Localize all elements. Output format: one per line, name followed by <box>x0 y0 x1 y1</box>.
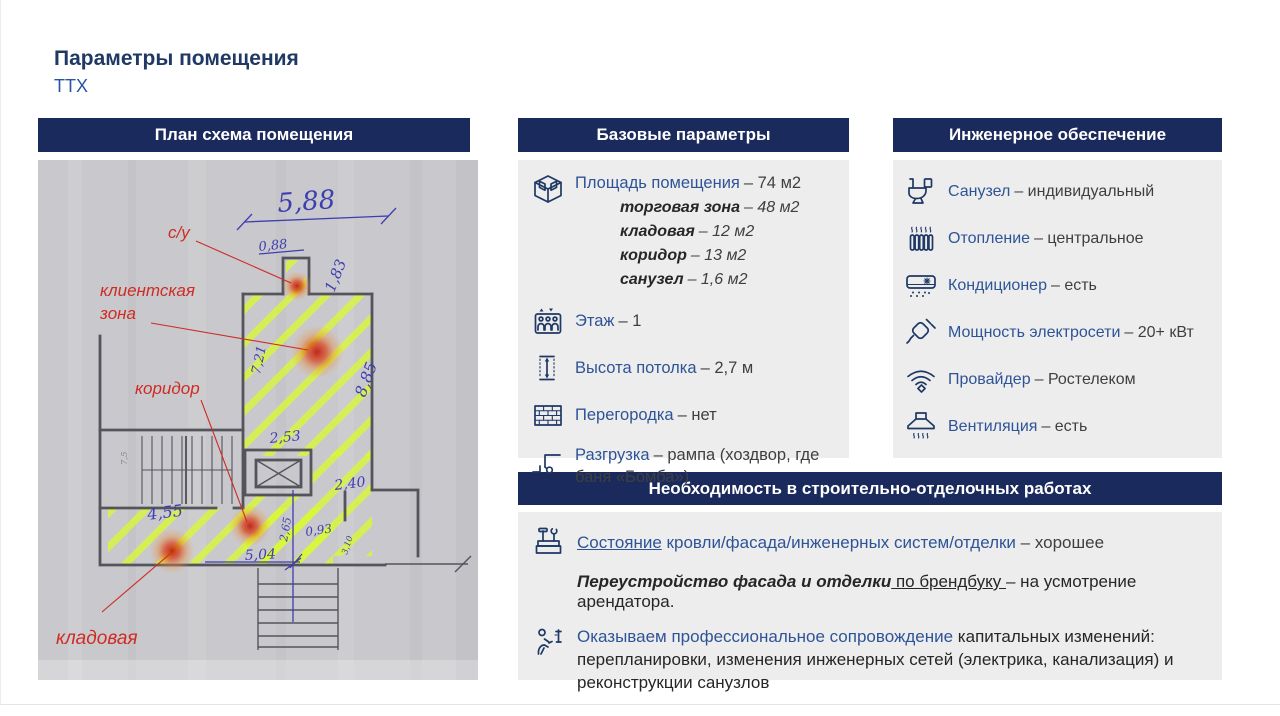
dim-total-width: 5,88 <box>276 185 337 219</box>
dim-niche-width: 2,40 <box>333 474 367 494</box>
toilet-icon <box>903 174 939 210</box>
area-sub-item: торговая зона – 48 м2 <box>620 199 800 216</box>
ceiling-height-value: – 2,7 м <box>700 359 754 377</box>
partition-label: Перегородка <box>575 406 674 424</box>
power-plug-icon <box>903 315 939 351</box>
works-panel <box>518 512 1222 692</box>
ceiling-height-icon <box>530 350 566 386</box>
toolbox-icon <box>532 524 568 560</box>
slide-bottom-edge <box>0 704 1280 705</box>
radiator-icon <box>903 221 939 257</box>
ventilation-hood-icon <box>903 409 939 445</box>
condition-lead: Состояние <box>577 532 662 552</box>
label-corridor: коридор <box>135 379 200 398</box>
label-client-zone-line1: клиентская <box>100 281 195 300</box>
base-parameters-header: Базовые параметры <box>518 118 849 152</box>
area-label: Площадь помещения <box>575 174 740 192</box>
dim-su-width: 0,88 <box>257 237 289 255</box>
works-section-header: Необходимость в строительно-отделочных работах <box>518 472 1222 505</box>
area-sub-item: санузел – 1,6 м2 <box>620 271 748 288</box>
dim-su-depth: 1,83 <box>321 256 351 295</box>
dim-stair-note: 7,5 <box>120 451 130 465</box>
dim-door-small: 0,93 <box>304 521 333 539</box>
unloading-value: – рампа (хоздвор, где баня «Бомба») <box>575 446 820 486</box>
dim-storage-width: 4,55 <box>146 500 184 524</box>
unloading-label: Разгрузка <box>575 446 650 464</box>
area-sub-item: кладовая – 12 м2 <box>620 223 755 240</box>
support-line: Оказываем профессиональное сопровождение капитальных изменений: перепланировки, изменения инженерных сетей (электрика, канализация) и реконструкции санузлов <box>577 627 1174 692</box>
air-conditioner-icon <box>903 268 939 304</box>
dim-vert-small: 2,65 <box>277 516 295 543</box>
engineering-header: Инженерное обеспечение <box>893 118 1222 152</box>
dim-right-depth: 8,85 <box>350 359 381 400</box>
area-cube-icon <box>530 172 566 208</box>
dim-left-depth: 7,21 <box>249 344 270 376</box>
floor-plan-image <box>38 160 478 680</box>
label-client-zone-line2: зона <box>100 304 136 323</box>
wifi-icon <box>903 362 939 398</box>
slide-left-edge <box>0 0 1 705</box>
base-parameters-panel <box>518 160 849 486</box>
label-su: с/у <box>168 223 190 242</box>
area-value: – 74 м2 <box>743 174 802 192</box>
area-sub-item: коридор – 13 м2 <box>620 247 747 264</box>
unloading-ramp-icon <box>530 444 566 480</box>
dim-tiny: 3,10 <box>340 534 356 556</box>
brick-wall-icon <box>530 397 566 433</box>
rebranding-line: Переустройство фасада и отделки по брендбуку – на усмотрение арендатора. <box>577 572 1137 611</box>
elevator-icon <box>530 303 566 339</box>
plan-section-header: План схема помещения <box>38 118 470 152</box>
dim-bottom-width: 5,04 <box>244 546 277 564</box>
support-worker-icon <box>532 625 568 661</box>
engineering-panel: Санузел – индивидуальный Отопление – центральное Кондиционер – есть Мощность электросети – 20+ кВт Провайдер – Ростелеком Вентиляция – есть <box>893 160 1222 458</box>
floor-value: – 1 <box>618 312 642 330</box>
partition-value: – нет <box>677 406 717 424</box>
dim-corridor-width: 2,53 <box>268 428 302 447</box>
label-storage: кладовая <box>56 628 138 649</box>
page-title: Параметры помещения <box>54 47 299 70</box>
page-subtitle: ТТХ <box>54 76 88 96</box>
ceiling-height-label: Высота потолка <box>575 359 697 377</box>
floor-label: Этаж <box>575 312 615 330</box>
condition-line: Состояние кровли/фасада/инженерных систем/отделки – хорошее <box>577 532 1105 552</box>
